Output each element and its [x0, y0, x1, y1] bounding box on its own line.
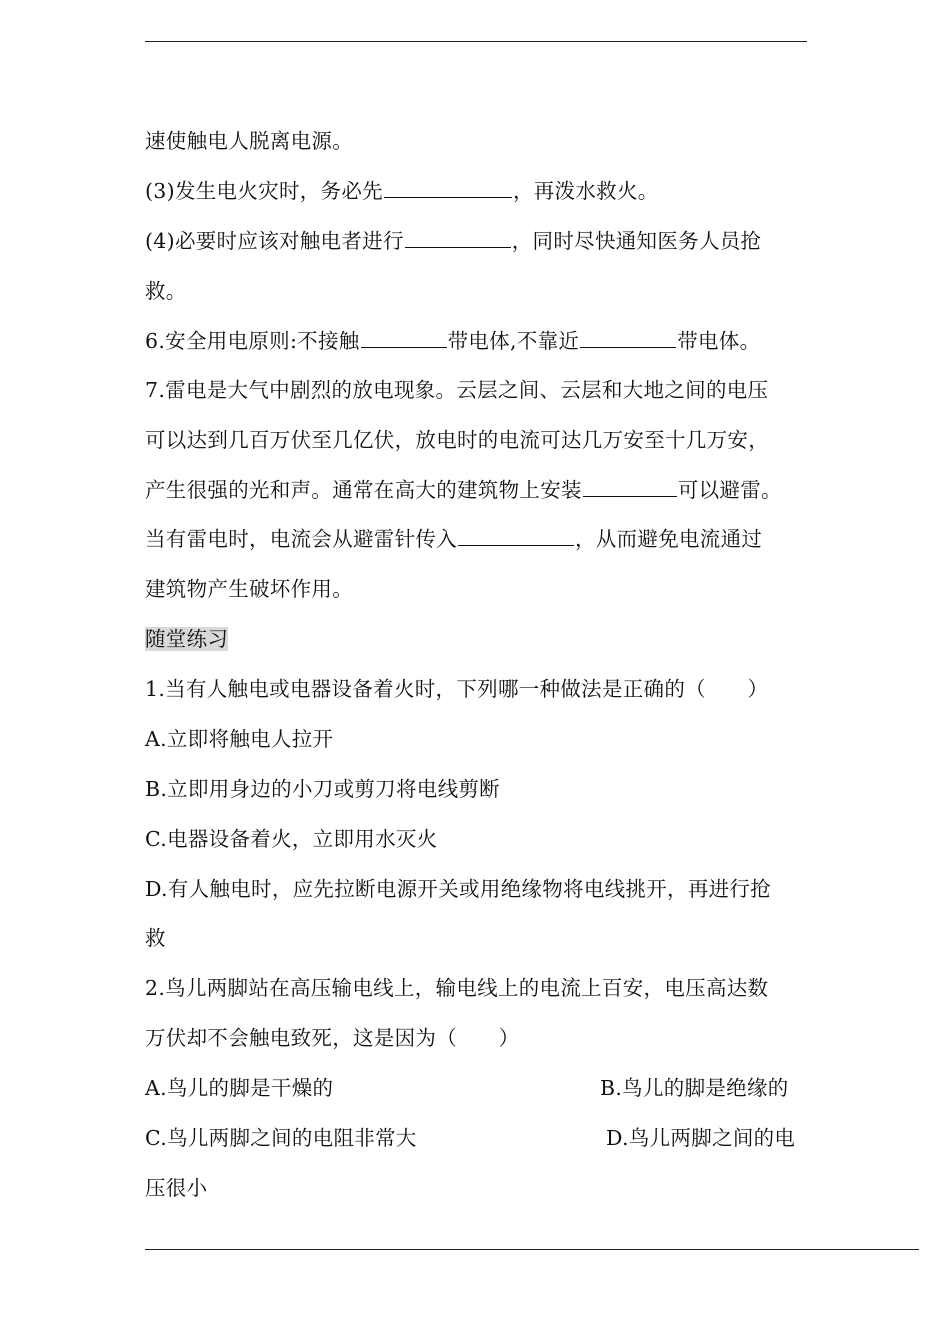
- item-7-line-2: 可以达到几百万伏至几亿伏，放电时的电流可达几万安至十几万安，: [145, 428, 769, 452]
- q2-option-b: B.鸟儿的脚是绝缘的: [600, 1076, 789, 1100]
- intro-line-1: 速使触电人脱离电源。: [145, 129, 353, 153]
- q2-option-a: A.鸟儿的脚是干燥的: [145, 1076, 334, 1100]
- question-4-cont: 救。: [145, 279, 187, 303]
- answer-blank: [458, 525, 574, 546]
- q2-option-d: D.鸟儿两脚之间的电: [606, 1126, 796, 1150]
- item-6: 6.安全用电原则:不接触 带电体,不靠近 带电体。: [145, 329, 761, 353]
- answer-blank: [361, 327, 447, 348]
- answer-blank: [405, 227, 511, 248]
- item-7-line-4: 当有雷电时，电流会从避雷针传入 ，从而避免电流通过: [145, 527, 763, 551]
- answer-blank: [583, 476, 677, 497]
- item-7-line-3: 产生很强的光和声。通常在高大的建筑物上安装 可以避雷。: [145, 478, 782, 502]
- section-title: 随堂练习: [145, 627, 229, 651]
- answer-blank: [580, 327, 676, 348]
- header-rule: [145, 41, 807, 42]
- q2-stem-1: 2.鸟儿两脚站在高压输电线上，输电线上的电流上百安，电压高达数: [145, 976, 769, 1000]
- q2-option-d-cont: 压很小: [145, 1176, 208, 1200]
- item-7-line-1: 7.雷电是大气中剧烈的放电现象。云层之间、云层和大地之间的电压: [145, 378, 769, 402]
- answer-blank: [384, 177, 512, 198]
- q1-option-a: A.立即将触电人拉开: [145, 727, 334, 751]
- q2-option-c: C.鸟儿两脚之间的电阻非常大: [145, 1126, 417, 1150]
- q2-stem-2: 万伏却不会触电致死，这是因为（ ）: [145, 1026, 520, 1050]
- question-4: (4)必要时应该对触电者进行 ，同时尽快通知医务人员抢: [145, 229, 762, 253]
- question-3: (3)发生电火灾时，务必先 ，再泼水救火。: [145, 179, 659, 203]
- q1-option-c: C.电器设备着火，立即用水灭火: [145, 827, 438, 851]
- footer-rule: [145, 1249, 919, 1250]
- q1-option-d: D.有人触电时，应先拉断电源开关或用绝缘物将电线挑开，再进行抢: [145, 877, 772, 901]
- item-7-line-5: 建筑物产生破坏作用。: [145, 577, 353, 601]
- q1-option-b: B.立即用身边的小刀或剪刀将电线剪断: [145, 777, 500, 801]
- q1-stem: 1.当有人触电或电器设备着火时，下列哪一种做法是正确的（ ）: [145, 677, 769, 701]
- q1-option-d-cont: 救: [145, 926, 166, 950]
